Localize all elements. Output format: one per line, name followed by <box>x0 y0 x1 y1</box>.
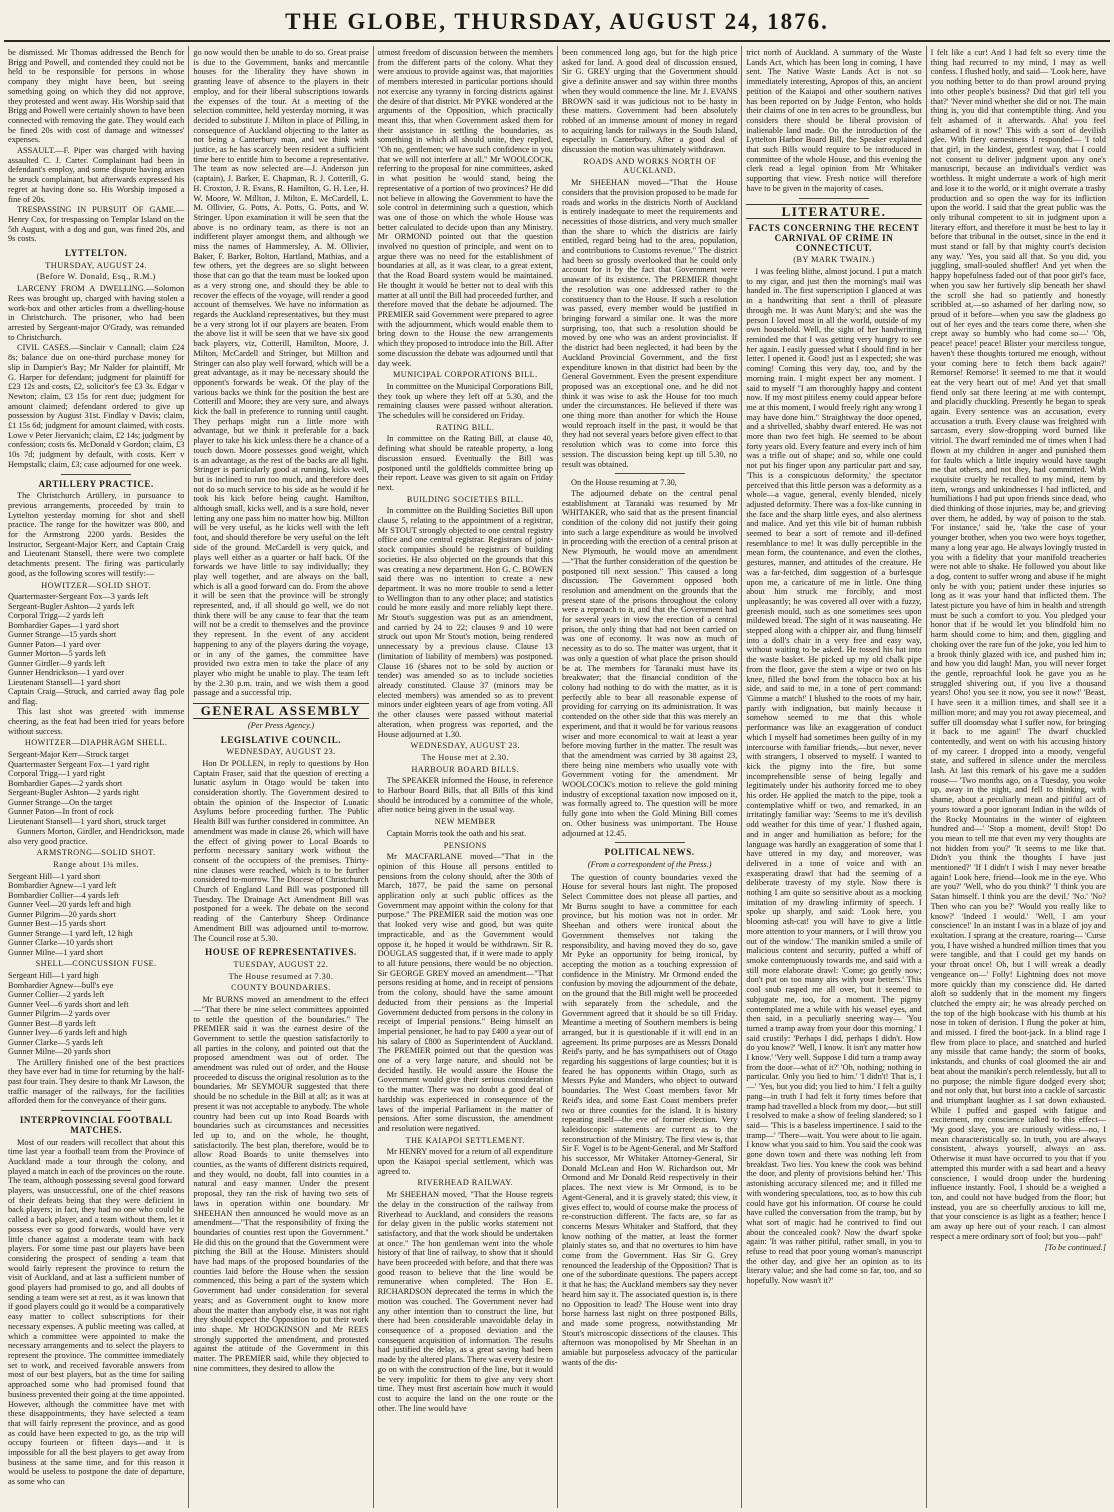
shell-heading: SHELL—CONCUSSION FUSE. <box>35 959 157 969</box>
howitzer-scores: Quartermaster-Sergeant Fox—3 yards left Sergeant-Bugler Ashton—2 yards left Corporal Trigg—2 yards left Bombardier Gapes—1 yard short Gunner Strange—15 yards short Gunner Paton—1 yard over Gunner Morton—5 yards left Gunner Girdler—9 yards left Gunner Hendrickson—1 yard over Lieutenant Stansell—1 yard short Captain Craig—Struck, and carried away flag pole and flag. <box>8 592 185 706</box>
civil-cases-report: CIVIL CASES.—Sinclair v Cannall; claim £24 8s; balance due on one-third purchase money for slip in Dampier's Bay; Mr Nalder for plaintiff, Mr G. Harper for defendant; judgment for plaintiff for £23 12s and costs, £2, solicitor's fee £3 3s. Edgar v Newton; claim, £3 15s for rent due; judgment for amount claimed; defendant ordered to give up possession by August 31st. Findlay v Davis; claim, £1 15s 6d; judgment for amount claimed, with costs. Lowe v Peter Jiervanich; claim, £2 14s; judgment by confession; costs 6s. McDonald v Gordon; claim, £3 10s 7d; judgment by default, with costs. Kerr v Hempstalk; claim, £3; case adjourned for one week. <box>8 343 185 469</box>
central-prison-report: The adjourned debate on the central penal establishment at Taranaki was resumed by Mr WHITAKER, who said that as the present financial condition of the colony did not justify their going into such a large expenditure as would be involved in proceeding with the erection of a central prison at New Plymouth, he would move an amendment—"That the further consideration of the question be postponed till next session." This caused a long discussion. The Government opposed both resolution and amendment on the grounds that the present state of the prisons throughout the colony were a reproach to it, and that the Government had for several years in view the erection of a central prison, the only thing that had not been carried on was one of economy. It was now as much of necessity as to do so. The matter was urgent, that it was only a question of what place the prison should be at. The members for Taranaki must have its breakwater; that the financial condition of the colony had nothing to do with the matter, as it is perfectly able to bear all reasonable expense of providing for carrying on its administration. It was contended on the other side that this was merely an experiment, and that it would be for various reasons wiser and more economical to wait at least a year before moving further in the matter. The result was that the amendment was carried by 38 against 23, there being nine members who usually vote with Government voting for the amendment. Mr WOOLCOCK's motion to relieve the gold mining industry of exceptional taxation now imposed on it, was formally agreed to. The question will be more fully gone into when the Gold Mining Bill comes on. Other business was unimportant. The House adjourned at 12.45. <box>561 488 738 838</box>
column-6 <box>926 46 1110 1508</box>
column-2 <box>188 46 372 1508</box>
howitzer-heading: HOWITZER—SOLID SHOT. <box>41 580 152 590</box>
divider <box>799 198 869 199</box>
house-resuming: On the House resuming at 7.30, <box>570 478 677 488</box>
house-of-representatives-heading: HOUSE OF REPRESENTATIVES. <box>205 947 357 958</box>
column-3 <box>373 46 557 1508</box>
roads-report: Mr SHEEHAN moved—"That the House considers that the provision proposed to be made for roads and works in the districts North of Auckland is entirely inadequate to meet the requirements and necessities of those districts, and very much smaller than the share to which the districts are fairly entitled, regard being had to the area, population, and contributions to Customs revenue." The district had been so grossly overlooked that he could only account for it by the fact that Government were unaware of its existence. The PREMIER thought the resolution was one addressed rather to the constituency than to the House. If such a resolution was passed, every member would be justified in bringing forward a similar one. It was the more surprising, too, that such a resolution should be moved by one who was an ardent provincialist. If the district had been neglected, it had been by the Auckland Provincial Government, and the first expenditure known in that district had been by the General Government. Even the present expenditure proposed was an exceptional one, and he did not think it was wise to ask the House for too much under the circumstances. He believed if there was one thing more than another for which the House would reproach itself in the past, it would be that they had not several years before given effect to that resolution which was to come into force this session. The discussion being kept up till 5.30, no result was obtained. <box>561 178 738 469</box>
legislative-council-heading: LEGISLATIVE COUNCIL. <box>220 734 342 745</box>
roads-heading: ROADS AND WORKS NORTH OF AUCKLAND. <box>583 156 717 176</box>
artillery-intro: The Christchurch Artillery, in pursuance to previous arrangements, proceeded by train to Lyttelton yesterday morning for shot and shell practice. The range for the howitzer was 800, and for the Armstrong 2200 yards. Besides the Instructor, Sergeant-Major Kerr, and Captain Craig and Lieutenant Stansell, there were two complete detachments present. The firing was particularly good, as the following scores will testify:— <box>8 491 185 578</box>
political-news-source: (From a correspondent of the Press.) <box>587 859 712 869</box>
council-report: Hon Dr POLLEN, in reply to questions by Hon Captain Fraser, said that the question of erecting a lunatic asylum in Otago would be taken into consideration shortly. The Government desired to obtain the opinion of the Inspector of Lunatic Asylums before proceeding further. The Public Health Bill was further considered in committee. An amendment was made in clause 26, which will have the effect of giving power to Local Boards to perform necessary sanitary work without the consent of the occupiers of the premises. Thirty-nine clauses were reached, which is to be further considered to-morrow. The Diocese of Christchurch Church of England Land Bill was postponed till Tuesday. The Drainage Act Amendment Bill was postponed for a week. The debate on the second reading of the Canterbury Sheep Ordinance Amendment Bill was adjourned until to-morrow. The Council rose at 5.30. <box>193 758 369 943</box>
county-boundaries-heading: COUNTY BOUNDARIES. <box>231 983 331 993</box>
newspaper-page <box>4 4 1110 1508</box>
artillery-heading: ARTILLERY PRACTICE. <box>38 478 154 489</box>
columns <box>4 46 1110 1508</box>
kaiapoi-report: Mr HENRY moved for a return of all expenditure upon the Kaiapoi special settlement, which was agreed to. <box>377 1147 553 1176</box>
football-article: Most of our readers will recollect that about this time last year a football team from the Province of Auckland made a tour through the colony, and played a match in each of the provinces on the route. The team, although possessing several good forward players, was unsuccessful, one of the chief reasons of their defeats being that they were deficient in back players; in fact, they had no one who could be called a back player, and a team without them, let it possess ever so good forwards, would have very little chance against a moderate team with back players. For some time past our players have been considering the prospect of sending a team that would fairly represent the province to return the visit of Auckland, and at last a sufficient number of good players had promised to go, and all doubts of sending a team were set at rest, as it was known that if good players could go it would be a comparatively easy matter to collect subscriptions for their necessary expenses. A public meeting was called, at which a committee were appointed to make the necessary arrangements and to select the players to represent the province. The committee immediately set to work, and received favorable answers from most of our best players, but as the time for sailing approached some who had promised found that business prevented their going at the time appointed. However, although the committee have met with these disappointments, they have selected a team that will fairly represent the province, and as good as could have been expected to go, as the trip will occupy fourteen or fifteen days—and it is impossible for all the best players to get away from business at the same time, and for this reason it would be useless to postpone the date of departure, as some who can <box>8 1137 185 1487</box>
harbour-report: The SPEAKER informed the House, in reference to Harbour Board Bills, that all Bills of this kind should be introduced by a committee of the whole, after notice being given in the usual way. <box>377 776 553 815</box>
reps-resume: The House resumed at 7.30. <box>228 971 334 981</box>
to-be-continued: [To be continued.] <box>1044 1243 1106 1253</box>
council-date: WEDNESDAY, AUGUST 23. <box>226 747 336 757</box>
story-text: I was feeling blithe, almost jocund. I put a match to my cigar, and just then the morning's mail was handed in. The first superscription I glanced at was in a handwriting that sent a thrill of pleasure through me. It was Aunt Mary's; and she was the person I loved most in all the world, outside of my own household. Well, the sight of her handwriting reminded me that I was getting very hungry to see her again. I easily guessed what I should find in her letter. I opened it. Good! just as I expected; she was coming! Coming this very day, too, and by the morning train. I might expect her any moment. I said to myself "I am thoroughly happy and content now. If my most pitiless enemy could appear before me at this moment, I would freely right any wrong I may have done him." Straightway the door opened, and a shrivelled, shabby dwarf entered. He was not more than two feet high. He seemed to be about forty years old. Every feature and every inch of him was a trifle out of shape; and so, while one could not put his finger upon any particular part and say, 'This is a conspicuous deformity,' the spectator perceived that this little person was a deformity as a whole—a vague, general, evenly blended, nicely adjusted deformity. There was a fox-like cunning in the face and the sharp little eyes, and also alertness and malice. And yet this vile bit of human rubbish seemed to bear a sort of remote and ill-defined resemblance to me! It was dully perceptible in the mean form, the countenance, and even the clothes, gestures, manner, and attitudes of the creature. He was a far-fetched, dim suggestion of a burlesque upon me, a caricature of me in little. One thing about him struck me forcibly, and most unpleasantly; he was covered all over with a fuzzy, greenish mould, such as one sometimes sees upon mildewed bread. The sight of it was nauseating. He stepped along with a chipper air, and flung himself into a doll's chair in a very free and easy way, without waiting to be asked. He tossed his hat into the waste basket. He picked up my old chalk pipe from the floor, gave the stem a wipe or two on his knee, filled the bowl from the tobacco box at his side, and said to me, in a tone of pert command: 'Gimme a match!' I blushed to the roots of my hair, partly with indignation, but mainly because it somehow seemed to me that this whole performance was like an exaggeration of conduct which I myself had sometimes been guilty of in my intercourse with familiar friends,—but never, never with strangers, I observed to myself. I wanted to kick the pigmy into the fire, but some incomprehensible sense of being legally and legitimately under his authority forced me to obey his order. He applied the match to the pipe, took a contemplative whiff or two, and remarked, in an irritatingly familiar way: 'Seems to me it's devilish odd weather for this time of year.' I flushed again, and in anger and humiliation as before; for the language was hardly an exaggeration of some that I have uttered in my day, and moreover, was delivered in a tone of voice and with an exasperating drawl that had the seeming of a deliberate travesty of my style. Now there is nothing I am quite so sensitive about as a mocking imitation of my drawling infirmity of speech. I spoke up sharply, and said: 'Look here, you blooming ash-cat! you will have to give a little more attention to your manners, or I will throw you out of the window.' The manikin smiled a smile of malicious content and security, puffed a whiff of smoke contemptuously towards me, and said with a still more elaborate drawl: 'Come; go gently now; don't put on too many airs with your betters.' This cool snub rasped me all over, but it seemed to subjugate me, too, for a moment. The pigmy contemplated me a while with his weasel eyes, and then said, in a peculiarly sneering way— 'You turned a tramp away from your door this morning.' I said crustily: 'Perhaps I did, perhaps I didn't. How do you know?' 'Well, I know. It isn't any matter how I know.' 'Very well. Suppose I did turn a tramp away from the door—what of it?' 'Oh, nothing; nothing in particular. Only you lied to him.' 'I didn't! That is, I—' 'Yes, but you did; you lied to him.' I felt a guilty pang—in truth I had felt it forty times before that tramp had travelled a block from my door,—but still I resolved to make a show of feeling slandered; so I said— 'This is a baseless impertinence. I said to the tramp—' 'There—wait. You were about to lie again. I know what you said to him. You said the cook was gone down town and there was nothing left from breakfast. Two lies. You knew the cook was behind the door, and plenty of provisions behind her.' This astonishing accuracy silenced me; and it filled me with wondering speculations, too, as to how this cub could have got his information. Of course he could have culled the conversation from the tramp, but by what sort of magic had he contrived to find out about the concealed cook? Now the dwarf spoke again: 'It was rather pitiful, rather small, in you to refuse to read that poor young woman's manuscript the other day, and give her an opinion as to its literary value; and she had come so far, too, and so hopefully. Now wasn't it?' <box>746 267 922 1286</box>
political-news-continued: trict north of Auckland. A summary of the Waste Lands Act, which has been long in coming, I have sent. The Native Waste Lands Act is not so immediately interesting, Apropos of this, an ancient petition of the Kaiapoi and other southern natives has been reported on by Judge Fenton, who holds their claims of one in ten acres to be groundless, but considers there should be liberal provision of inalienable land made. On the introduction of the Lyttelton Harbor Board Bill, the Speaker explained that such Bills would require to be introduced in committee of the whole House, and this evening the clerk read a legal opinion from Mr Whitaker supporting that view. Fresh notice will therefore have to be given in the majority of cases. <box>746 48 922 193</box>
political-news-report: The question of county boundaries vexed the House for several hours last night. The proposed Select Committee does not please all parties, and Mr Burns sought to have a committee for each province, but his motion was not in order. Mr Sheehan and others were ironical about the Government themselves not taking the responsibility, and having moved they do so, gave Mr Pyke an opportunity for being ironical, by accepting the motion as a touching expression of confidence in the Ministry. Mr Ormond ended the confusion by moving the adjournment of the debate, on the ground that the Bill might well be proceeded with separately from the schedule, and the Government agreed that it should be so till Friday. Meantime a meeting of Southern members is being arranged, but it is questionable if it will end in an agreement. Its prime purposes are as Messrs Donald Reid's party, and he has sympathisers out of Otago regarding his suggestions of large counties; but it is feared he has opponents within Otago, such as Messrs Pyke and Manders, who object to outward boundaries. The West Coast members favor Mr Reid's idea, and some East Coast members prefer two or three counties for the island. It is history repeating itself—the eve of former election. Very kaleidoscopic statements are current as to the reconstruction of the Ministry. The first view is, that Sir F. Vogel is to be Agent-General, and Mr Stafford his successor, Mr Whitaker Attorney-General, Sir Donald McLean and Hon W. Richardson out, Mr Ormond and Mr Donald Reid respectively in their places. The next view is Mr Ormond, is to be Agent-General, and it is gravely stated; this view, it gives effect to, would of course make the process of re-construction different. The facts are, so far as concerns Messrs Whitaker and Stafford, that they know nothing of the matter, at least the former plainly states so, and that no overtures to him have come from the Government. Has Sir G. Grey renounced the leadership of the Opposition? That is one of the subordinate questions. The papers accept it that he has; the Auckland members say they never heard him say it. The associated question is, is there no Opposition to lead? The House went into dray horse harness last night on three postponed Bills, and made some progress, notwithstanding Mr Stout's microscopic dissections of the clauses. This afternoon was monopolised by Mr Sheehan in an amiable but purposeless advocacy of the particular wants of the dis- <box>561 872 738 1367</box>
column-4 <box>557 46 741 1508</box>
general-assembly-heading: GENERAL ASSEMBLY <box>193 703 368 719</box>
pensions-heading: PENSIONS <box>443 840 487 850</box>
new-member-heading: NEW MEMBER <box>434 817 496 827</box>
armstrong-heading: ARMSTRONG—SOLID SHOT. <box>36 848 156 858</box>
boundaries-debate-continued: utmost freedom of discussion between the members from the different parts of the colony. What they were anxious to provide against was, that majorities of members interested in particular portions should not exercise any tyranny in forcing districts against the desire of that district. Mr PYKE wondered at the arguments of the Opposition, which practically meant this, that when Government asked them for their assistance in settling the boundaries, as something in which all should unite, they replied, "Oh no, gentlemen; we have such confidence in you that we will not interfere at all." Mr WOOLCOCK, referring to the proposal for nine committees, asked in what position he would stand, being the representative of a portion of two provinces? He did not believe in allowing the Government to have the sole control in determining such a question, which was one of those on which the whole House was better calculated to decide upon than any Ministry. Mr ORMOND pointed out that the question involved no question of principle, and went on to argue there was no need for the establishment of boundaries at all, as it was clear, to a great extent, that the Road Board system would be maintained. He thought it would be better not to deal with this matter at all until the Bill had proceeded further, and therefore moved that the debate be adjourned. The PREMIER said Government were prepared to agree with the adjournment, which would enable them to bring down to the House the new arrangements which they proposed to introduce into the Bill. After some discussion the debate was adjourned until that day week. <box>377 48 553 368</box>
howitzer-note: This last shot was greeted with immense cheering, as the feat had been tried for years before without success. <box>8 707 185 736</box>
literature-heading: LITERATURE. <box>746 204 921 220</box>
pensions-report: Mr MACFARLANE moved—"That in the opinion of this House all persons entitled to pensions from the colony should, after the 30th of March, 1877, be paid the same on personal application only at such public offices as the Government may appoint within the colony for that purpose." The PREMIER said the motion was one that looked very wise and good, but was quite impracticable, and as the Government would oppose it, he hoped it would be withdrawn. Sir R. DOUGLAS suggested that, if it were made to apply to all future pensions, there would be no objection. Sir GEORGE GREY moved an amendment—"That persons residing at home, and in receipt of pensions from the colony, should have the same amount deducted from their pensions as the Imperial Government deducted from persons in the colony in receipt of Imperial pensions." Being himself an Imperial pensioner, he had to pay £400 a year out of his salary of £800 as Superintendent of Auckland. The PREMIER pointed out that the question was one of a very large nature, and should not be decided hastily. He would assure the House the Government would give their serious consideration to the matter. There was no doubt a good deal of hardship was experienced in consequence of the laws of the imperial Parliament in the matter of pensions. After some discussion, the amendment and resolution were negatived. <box>377 852 553 1133</box>
gunners-note: Gunners Morton, Girdler, and Hendrickson, made also very good practice. <box>8 827 185 846</box>
reps-date: TUESDAY, AUGUST 22. <box>233 959 329 969</box>
column-5 <box>741 46 925 1508</box>
assault-report: ASSAULT.—F. Piper was charged with having assaulted C. J. Carter. Complainant had been in defendant's employ, and some dispute having arisen he struck complainant, but afterwards expressed his regret at having done so. His Worship imposed a fine of 20s. <box>8 146 185 204</box>
shell-scores: Sergeant Hill—1 yard high Bombardier Agnew—bull's eye Gunner Collier—2 yards left Gunner Veel—6 yards short and left Gunner Pilgrim—2 yards over Gunner Best—8 yards left Gunner Ivey—6 yards left and high Gunner Clarke—5 yards left Gunner Milne—20 yards short <box>8 971 129 1057</box>
divider <box>615 842 685 843</box>
municipal-report: In committee on the Municipal Corporations Bill, they took up where they left off at 5.30, and the remaining clauses were passed without alteration. The schedules will be considered on Friday. <box>377 381 553 421</box>
column-1 <box>4 46 188 1508</box>
new-member-report: Captain Morris took the oath and his seat. <box>386 828 527 838</box>
harbour-heading: HARBOUR BOARD BILLS. <box>411 764 520 774</box>
trespass-report: TRESPASSING IN PURSUIT OF GAME.—Henry Cox, for trespassing on Templar Island on the 5th August, with a dog and gun, was fined 20s, and 9s costs. <box>8 205 185 244</box>
rating-heading: RATING BILL. <box>436 422 495 432</box>
lyttelton-bench: (Before W. Donald, Esq., R.M.) <box>36 272 156 282</box>
court-report-end: be dismissed. Mr Thomas addressed the Bench for Brigg and Powell, and contended they could not be held to be responsible for persons in whose company they might have been, but seeing something going on which they did not approve, they protested and went away. His Worship said that Brigg and Powell were certainly shown to have been connected with removing the gate. They would each be fined 20s with cost of damage and witnesses' expenses. <box>8 48 185 145</box>
artillery-conclusion: The Artillery finished one of the best practices they have ever had in time for returning by the half-past four train. They desire to thank Mr Lawson, the traffic manager of the railways, for the facilities afforded them for the conveyance of their guns. <box>8 1057 185 1106</box>
divider <box>615 473 685 474</box>
lyttelton-heading: LYTTELTON. <box>64 248 128 259</box>
riverhead-heading: RIVERHEAD RAILWAY. <box>417 1178 514 1188</box>
political-news-heading: POLITICAL NEWS. <box>604 847 695 858</box>
football-article-continued: go now would then be unable to do so. Great praise is due to the Government, banks and mercantile houses for the liberality they have shown in granting leave of absence to the players in their employ, and for their liberal subscriptions towards the expenses of the tour. At a meeting of the selection committee, held yesterday morning, it was decided to substitute J. Milton in place of Pilling, in consequence of Auckland objecting to the latter as not being a Canterbury man, and we think with justice, as he has scarcely been resident a sufficient time here to entitle him to become a representative. The team as now selected are—J. Anderson jun (captain), J. Barker, E. Chapman, R. J. Cotterill, G. H. Croxton, J. R. Evans, R. Hamilton, G. H. Lee, H. W. Moore, W. Millton, J. Milton, E. McCardell, L. M. Ollivier, G. Potts, A. Potts, G. Potts, and W. Stringer. Upon examination it will be seen that the above is no ordinary team, as there is not an indifferent player amongst them, and although we miss the names of Hammersley, A. M. Ollivier, Baker, F. Barker, Bolton, Hartland, Mathias, and a few others, yet the degrees are so slight between those that can go that the team must be looked upon as a very strong one, and should they be able to recover the effects of the voyage, will render a good account of themselves. We have no information as regards the Auckland representatives, but they must be a very strong lot if our players are beaten. From the above list it will be seen that we have six good back players, viz, Cotterill, Hamilton, Moore, J. Milton, McCardell and Stringer, but Millton and Stringer can also play well forward, which will be a great advantage, as it may be necessary should the opponent's forwards be weak. Of the play of the various backs we think for the position the best are Cotterill and Moore; they are very sure, and always kick the ball in preference to running until caught. They perhaps might run a little more with advantage, but we think it preferable for a back player to take his kick unless there be a chance of a touch down. Moore possesses good weight, which is an advantage, as the rest of the backs are all light. Stringer is particularly good at running, kicks well, but is inclined to run too much, and therefore does not do so much service to his side as he would if he took his kick before being caught. Hamilton, although small, kicks well, and is a sure hold, never letting any one pass him no matter how big. Millton will be very useful, as he kicks well with the left foot, and should therefore be very useful on the left side of the ground. McCardell is very quick, and plays well either as a quarter or half back. Of the forwards we have little to say individually; they play well together, and are always on the ball, which is all a good forward can do. From the above it will be seen that the province will be strongly represented, and, if all should go well, we do not think there will be any cause to fear that the team will not be a credit to themselves and the province they represent. In the event of any accident happening to any of the players during the voyage, or in any of the games, the committee have provided two extra men to take the place of any player who might be unable to play. The team left by the 2.30 p.m. train, and we wish them a good passage and a successful trip. <box>193 48 369 698</box>
article-title: FACTS CONCERNING THE RECENT CARNIVAL OF CRIME IN CONNECTICUT. <box>748 223 920 253</box>
divider <box>61 1110 132 1111</box>
story-text-continued: I felt like a cur! And I had felt so every time the thing had recurred to my mind, I may as well confess. I flushed hotly, and said— 'Look here, have you nothing better to do than prowl around prying into other people's business? Did that girl tell you that?' 'Never mind whether she did or not. The main thing is, you did that contemptible thing. And you felt ashamed of it afterwards. Aha! you feel ashamed of it now!' This with a sort of devilish glee. With fiery earnestness I responded— 'I told that girl, in the kindest, gentlest way, that I could not consent to deliver judgment upon any one's manuscript, because an individual's verdict was worthless. It might underrate a work of high merit and lose it to the world, or it might overrate a trashy production and so open the way for its infliction upon the world. I said that the great public was the only tribunal competent to sit in judgment upon a literary effort, and therefore it must be best to lay it before that tribunal in the outset, since in the end it must stand or fall by that mighty court's decision any way.' 'Yes, you said all that. So you did, you juggling, small-souled shuffler! And yet when the happy hopefulness faded out of that poor girl's face, when you saw her furtively slip beneath her shawl the scroll she had so patiently and honestly scribbled at,—so ashamed of her darling now, so proud of it before—when you saw the gladness go out of her eyes and the tears come there, when she crept away so humbly who had come so—' 'Oh, peace! peace! peace! Blister your merciless tongue, haven't these thoughts tortured me enough, without your coming here to fetch them back again?' Remorse! Remorse! It seemed to me that it would eat the very heart out of me! And yet that small fiend only sat there leering at me with contempt, and placidly chuckling. Presently he began to speak again. Every sentence was an accusation, every accusation a truth. Every clause was freighted with sarcasm, every slow-dropping word burned like vitriol. The dwarf reminded me of times when I had flown at my children in anger and punished them for faults which a little inquiry would have taught me that others, and not they, had committed. With exquisite cruelty he recalled to my mind, item by item, wrongs and unkindnesses I had inflicted, and humiliations I had put upon friends since dead, who died thinking of those injuries, may be, and grieving over them, he added, by way of poison to the stab. 'For instance,' said he, 'take the case of your younger brother, when you two were boys together, many a long year ago. He always lovingly trusted in you with a fidelity that your manifold treacheries were not able to shake. He followed you about like a dog, content to suffer wrong and abuse if he might only be with you; patient under these injuries so long as it was your hand that inflicted them. The latest picture you have of him in health and strength must be such a comfort to you. You pledged your honor that if he would let you blindfold him no harm should come to him; and then, giggling and choking over the rare fun of the joke, you led him to a brook thinly glazed with ice, and pushed him in; and how you did laugh! Man, you will never forget the gentle, reproachful look he gave you as he struggled shivering out, if you live a thousand years! Oho! you see it now, you see it now!' 'Beast, I have seen it a million times, and shall see it a million more; and may you rot away piecemeal, and suffer till doomsday what I suffer now, for bringing it back to me again!' The dwarf chuckled contentedly, and went on with his accusing history of my career. I dropped into a moody, vengeful state, and suffered in silence under the merciless lash. At last this remark of his gave me a sudden rouse— 'Two months ago, on a Tuesday, you woke up, away in the night, and fell to thinking, with shame, about a peculiarly mean and pitiful act of yours toward a poor ignorant Indian in the wilds of the Rocky Mountains in the winter of eighteen hundred and—' 'Stop a moment, devil! Stop! Do you mean to tell me that even my very thoughts are not hidden from you?' 'It seems to me like that. Didn't you think the thoughts I have just mentioned?' 'If I didn't I wish I may never breathe again! Look here, friend—look me in the eye. Who are you?' 'Well, who do you think?' 'I think you are Satan himself. I think you are the devil.' 'No.' 'No? Then who can you be?' 'Would you really like to know?' 'Indeed I would.' 'Well, I am your conscience!' In an instant I was in a blaze of joy and exultation. I sprang at the creature, roaring— 'Curse you, I have wished a hundred million times that you were tangible, and that I could get my hands on your throat once! Oh, but I will wreak a deadly vengeance on—' Folly! Lightning does not move more quickly than my conscience did. He darted aloft so suddenly that in the moment my fingers clutched the empty air; he was already perched on the top of the high bookcase with his thumb at his nose in token of derision. I flung the poker at him, and missed. I fired the boot-jack. In a blind rage I flew from place to place, and snatched and hurled any missile that came handy; the storm of books, inkstands, and chunks of coal gloomed the air and beat about the manikin's perch relentlessly, but all to no purpose; the nimble figure dodged every shot; and not only that, but burst into a cackle of sarcastic and triumphant laughter as I sat down exhausted. While I puffed and gasped with fatigue and excitement, my conscience talked to this effect— 'My good slave, you are curiously witless—no, I mean characteristically so. In truth, you are always consistent, always yourself, always an ass. Otherwise it must have occurred to you that if you attempted this murder with a sad heart and a heavy conscience, I would droop under the burdening influence instantly. Fool, I should be a weighed a ton, and could not have budged from the floor; but instead, you are so cheerfully anxious to kill me, that your conscience is as light as a feather; hence I am away up here out of your reach. I can almost respect a mere ordinary sort of fool; but you—pah!' <box>930 48 1106 1241</box>
assembly-source: (Per Press Agency.) <box>247 720 315 730</box>
building-societies-heading: BUILDING SOCIETIES BILL. <box>406 494 524 504</box>
football-heading: INTERPROVINCIAL FOOTBALL MATCHES. <box>19 1115 173 1135</box>
masthead: THE GLOBE, THURSDAY, AUGUST 24, 1876. <box>4 4 1110 42</box>
kaiapoi-heading: THE KAIAPOI SETTLEMENT. <box>405 1135 525 1145</box>
armstrong-scores: Sergeant Hill—1 yard short Bombardier Agnew—1 yard left Bombardier Collier—4 yards left Gunner Veel—20 yards left and high Gunner Pilgrim—20 yards short Gunner Best—15 yards short Gunner Strange—1 yard left, 12 high Gunner Clarke—10 yards short Gunner Milne—1 yard short <box>8 871 133 957</box>
riverhead-continued: been commenced long ago, but for the high price asked for land. A good deal of discussion ensued, Sir G. GREY urging that the Government should give a definite answer and say within three months when they would commence the line. Mr J. EVANS BROWN said it was judicious not to be hasty in these matters. Government had been absolutely robbed of an immense amount of money in regard to acquiring lands for railways in the South Island, especially in Canterbury. After a good deal of discussion the motion was ultimately withdrawn. <box>561 48 738 155</box>
article-byline: (BY MARK TWAIN.) <box>793 255 875 265</box>
divider <box>61 474 132 475</box>
howitzer-shell-heading: HOWITZER—DIAPHRAGM SHELL. <box>24 738 168 748</box>
lyttelton-date: THURSDAY, AUGUST 24. <box>45 260 148 270</box>
wednesday-resume: The House met at 2.30. <box>421 752 510 762</box>
riverhead-report: Mr SHEEHAN moved, "That the House regrets the delay in the construction of the railway from Riverhead to Auckland, and considers the reasons for delay given in the public works statement not satisfactory, and that the work should be undertaken at once." The hon gentleman went into the whole history of that line of railway, to show that it should have been proceeded with before, and that there was good reason to believe that the line would be remunerative when completed. The Hon E. RICHARDSON deprecated the terms in which the motion was couched. The Government never had any other intention than to construct the line, but there had been considerable unavoidable delay in consequence of a proposed deviation and the consequent acquisition of information. The results had justified the delay, as a great saving had been made by the altered plans. There was every desire to go on with the construction of the line, but it would be very impolitic for them to give any very short time. They must first ascertain how much it would cost to acquire the land on the one route or the other. The line would have <box>377 1190 553 1413</box>
county-boundaries-report: Mr BURNS moved an amendment to the effect—"That there be nine select committees appointed to settle the question of the boundaries." The PREMIER said it was the earnest desire of the Government to settle the question satisfactorily to all parties in the colony, and pointed out that the proposed amendment was out of order. The amendment was ruled out of order, and the House proceeded to discuss the original resolution as to the boundaries. Mr SEYMOUR suggested that there should be no schedule in the Bill at all; as it was at present it was not acceptable to anybody. The whole country had been cut up into Road Boards with boundaries such as circumstances and necessities led up to, and on the whole, he thought, satisfactorily. The best plan, therefore, would be to allow Road Boards to unite themselves into counties, as the wants of different districts required, and they would, no doubt, fall into counties in a natural and easy manner. Under the present proposal, they ran the risk of having two sets of laws in operation within one boundary. Mr SHEEHAN then announced he would move as an amendment—"That the responsibility of fixing the boundaries of counties rest upon the Government." He did this on the ground that the Government were pitching the Bill at the House. Ministers should have had maps of the proposed boundaries of the counties laid before the House when the session commenced, this being a part of the system which Government had under consideration for several years; and as Government ought to know more about the matter than anybody else, it was not right they should expect the Opposition to put their work into shape. Mr HODGKINSON and Mr REES strongly supported the amendment, and protested against the attitude of the Government in this matter. The PREMIER said, while they objected to nine committees, they desired to allow the <box>193 995 369 1373</box>
wednesday-date: WEDNESDAY, AUGUST 23. <box>410 741 521 751</box>
rating-report: In committee on the Rating Bill, at clause 40, defining what should be rateable property, a long discussion ensued. Eventually the Bill was postponed until the goldfields committee bring up their report. Leave was given to sit again on Friday next. <box>377 434 553 492</box>
armstrong-range: Range about 1¼ miles. <box>53 860 140 870</box>
building-societies-report: In committee on the Building Societies Bill upon clause 5, relating to the appointment of a registrar, Mr STOUT strongly objected to one central registry office and one central registrar. Registrars of joint-stock companies should be registrars of building societies. He also objected on the grounds that this was creating a new department. Hon G. C. BOWEN said there was no intention to create a new department. It was no more trouble to send a letter to Wellington than to any other place; and statistics could be more easily and more reliably kept there. Mr Stout's suggestion was put as an amendment, and carried by 24 to 22; clauses 9 and 10 were struck out upon Mr Stout's motion, being rendered unnecessary by a previous clause. Clause 13 (limitation of liability of members) was postponed. Clause 16 (shares not to be sold by auction or tender) was amended so as to include societies already constituted. Clause 37 (minors may be elected members) was amended so as to prevent minors under eighteen years of age from voting. All the other clauses were passed without material alteration, when progress was reported, and the House adjourned at 1.30. <box>377 506 553 739</box>
larceny-report: LARCENY FROM A DWELLING.—Solomon Rees was brought up, charged with having stolen a work-box and other articles from a dwelling-house in Christchurch. The prisoner, who had been arrested by Sergeant-major O'Grady, was remanded to Christchurch. <box>8 284 185 342</box>
municipal-heading: MUNICIPAL CORPORATIONS BILL. <box>393 370 538 380</box>
howitzer-shell-scores: Sergeant-Major Kerr—Struck target Quartermaster Sergeant Fox—1 yard right Corporal Trigg—1 yard right Bombardier Gapes—2 yards short Sergeant-Bugler Ashton—2 yards right Gunner Strange—On the target Gunner Paton—In front of rock Lieutenant Stansell—1 yard short, struck target <box>8 750 166 826</box>
